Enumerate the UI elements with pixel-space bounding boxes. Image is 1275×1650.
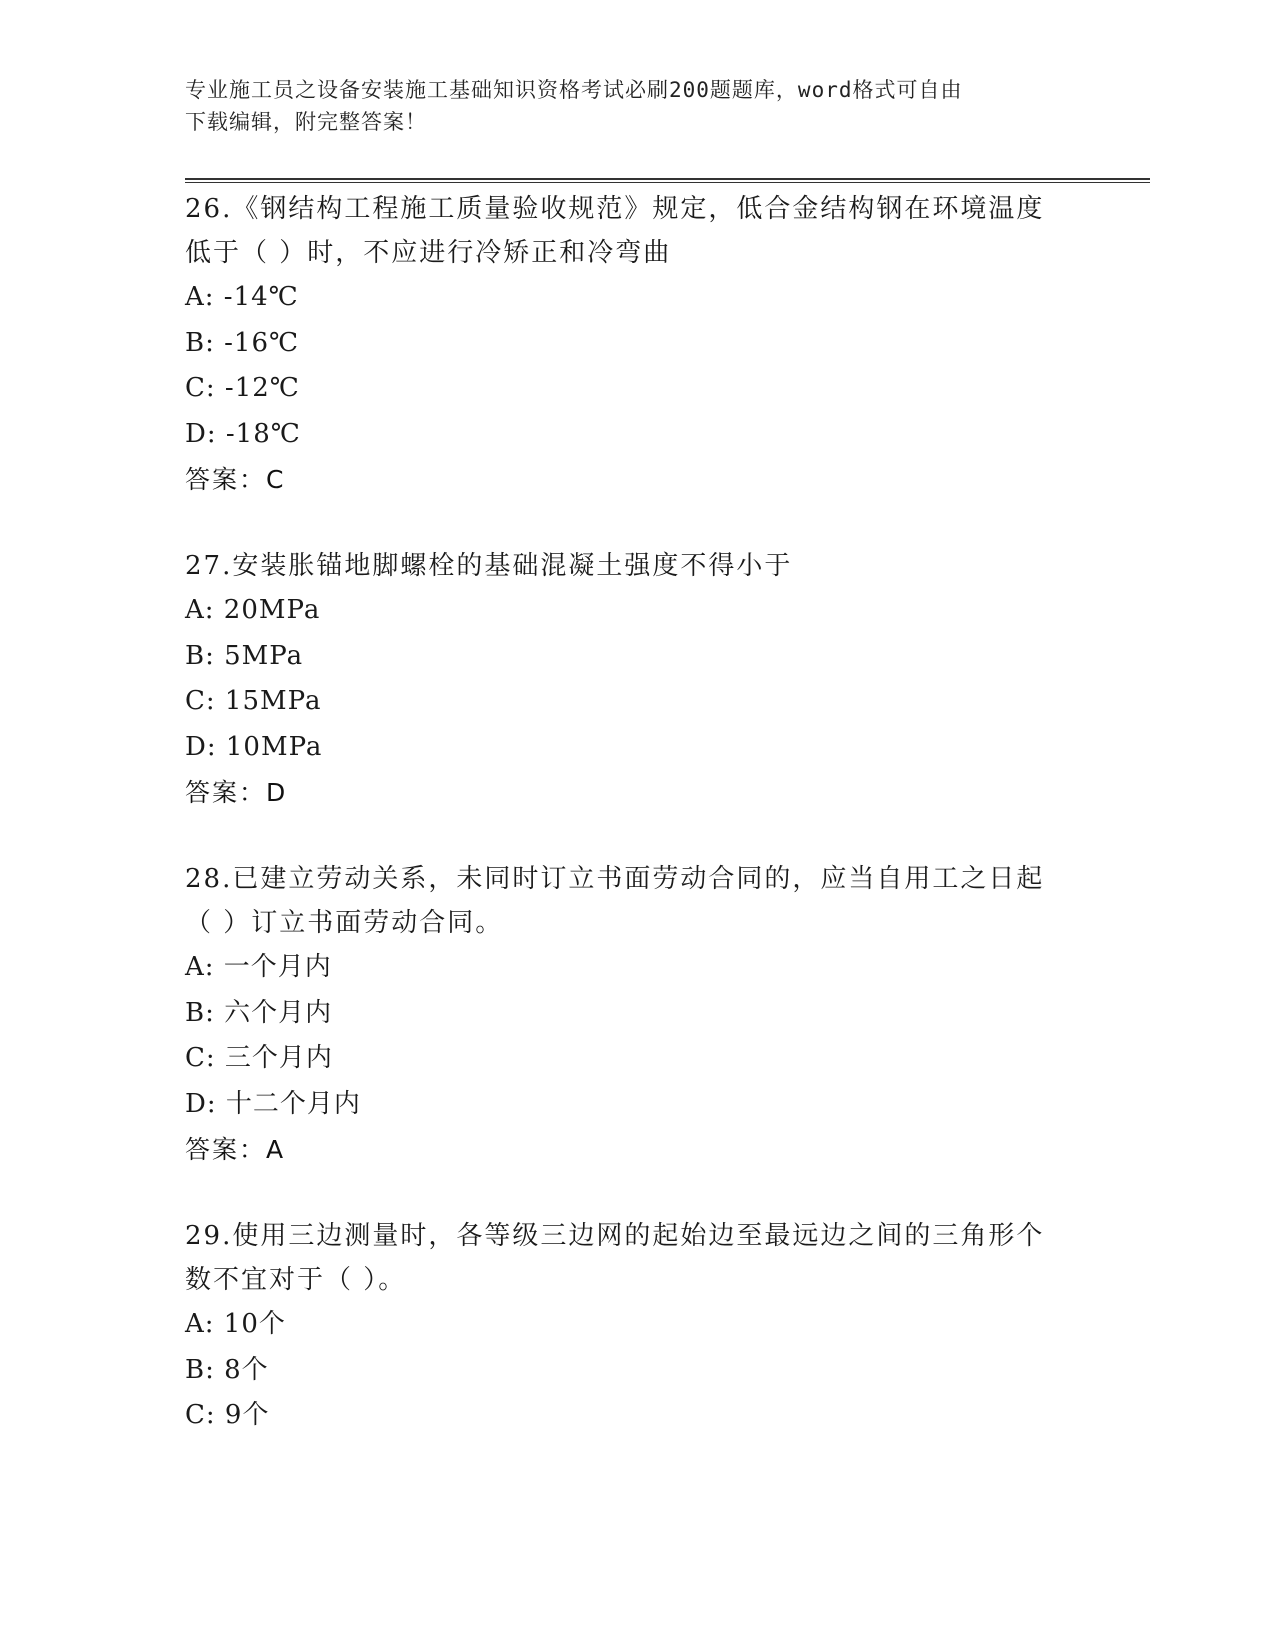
header-line-1: 专业施工员之设备安装施工基础知识资格考试必刷200题题库，word格式可自由: [185, 78, 963, 102]
answer-value: A: [266, 1135, 284, 1164]
answer-line: [185, 1127, 1085, 1172]
question-stem-line: （ ）订立书面劳动合同。: [185, 908, 504, 938]
option-c: C: 15MPa: [185, 686, 322, 716]
option-d: D: 10MPa: [185, 731, 323, 762]
question-stem-line: 26.《钢结构工程施工质量验收规范》规定，低合金结构钢在环境温度: [185, 194, 1045, 224]
question-26: [185, 187, 1085, 502]
option-a: A: 20MPa: [185, 595, 321, 625]
option-a: A: 一个月内: [185, 952, 332, 982]
question-27: [185, 544, 1085, 815]
option-a: A: -14℃: [185, 282, 299, 312]
option-b: B: -16℃: [185, 327, 300, 358]
option-b: B: 5MPa: [185, 640, 304, 671]
answer-label: 答案：: [185, 1135, 267, 1164]
question-stem-line: 27.安装胀锚地脚螺栓的基础混凝土强度不得小于: [185, 551, 793, 581]
answer-label: 答案：: [185, 465, 267, 494]
header-divider-top: [185, 178, 1150, 180]
option-b: B: 六个月内: [185, 997, 333, 1028]
option-c: C: 9个: [185, 1400, 270, 1430]
header-line-2: 下载编辑，附完整答案！: [185, 110, 427, 134]
answer-value: C: [266, 465, 284, 494]
answer-line: [185, 770, 1085, 815]
answer-value: D: [266, 778, 286, 807]
option-c: C: 三个月内: [185, 1043, 333, 1073]
option-d: D: 十二个月内: [185, 1088, 361, 1119]
option-a: A: 10个: [185, 1309, 286, 1339]
question-stem-line: 数不宜对于（ ）。: [185, 1265, 407, 1295]
question-28: [185, 857, 1085, 1172]
option-c: C: -12℃: [185, 373, 300, 403]
question-stem-line: 低于（ ）时，不应进行冷矫正和冷弯曲: [185, 238, 672, 268]
option-d: D: -18℃: [185, 418, 301, 449]
question-stem-line: 28.已建立劳动关系，未同时订立书面劳动合同的，应当自用工之日起: [185, 864, 1045, 894]
question-stem-line: 29.使用三边测量时，各等级三边网的起始边至最远边之间的三角形个: [185, 1221, 1045, 1251]
option-b: B: 8个: [185, 1354, 269, 1385]
answer-line: [185, 457, 1085, 502]
answer-label: 答案：: [185, 778, 267, 807]
header-divider-bottom: [185, 182, 1150, 183]
question-list: [185, 187, 1085, 1463]
question-29: [185, 1214, 1085, 1439]
document-header: [185, 74, 1065, 138]
